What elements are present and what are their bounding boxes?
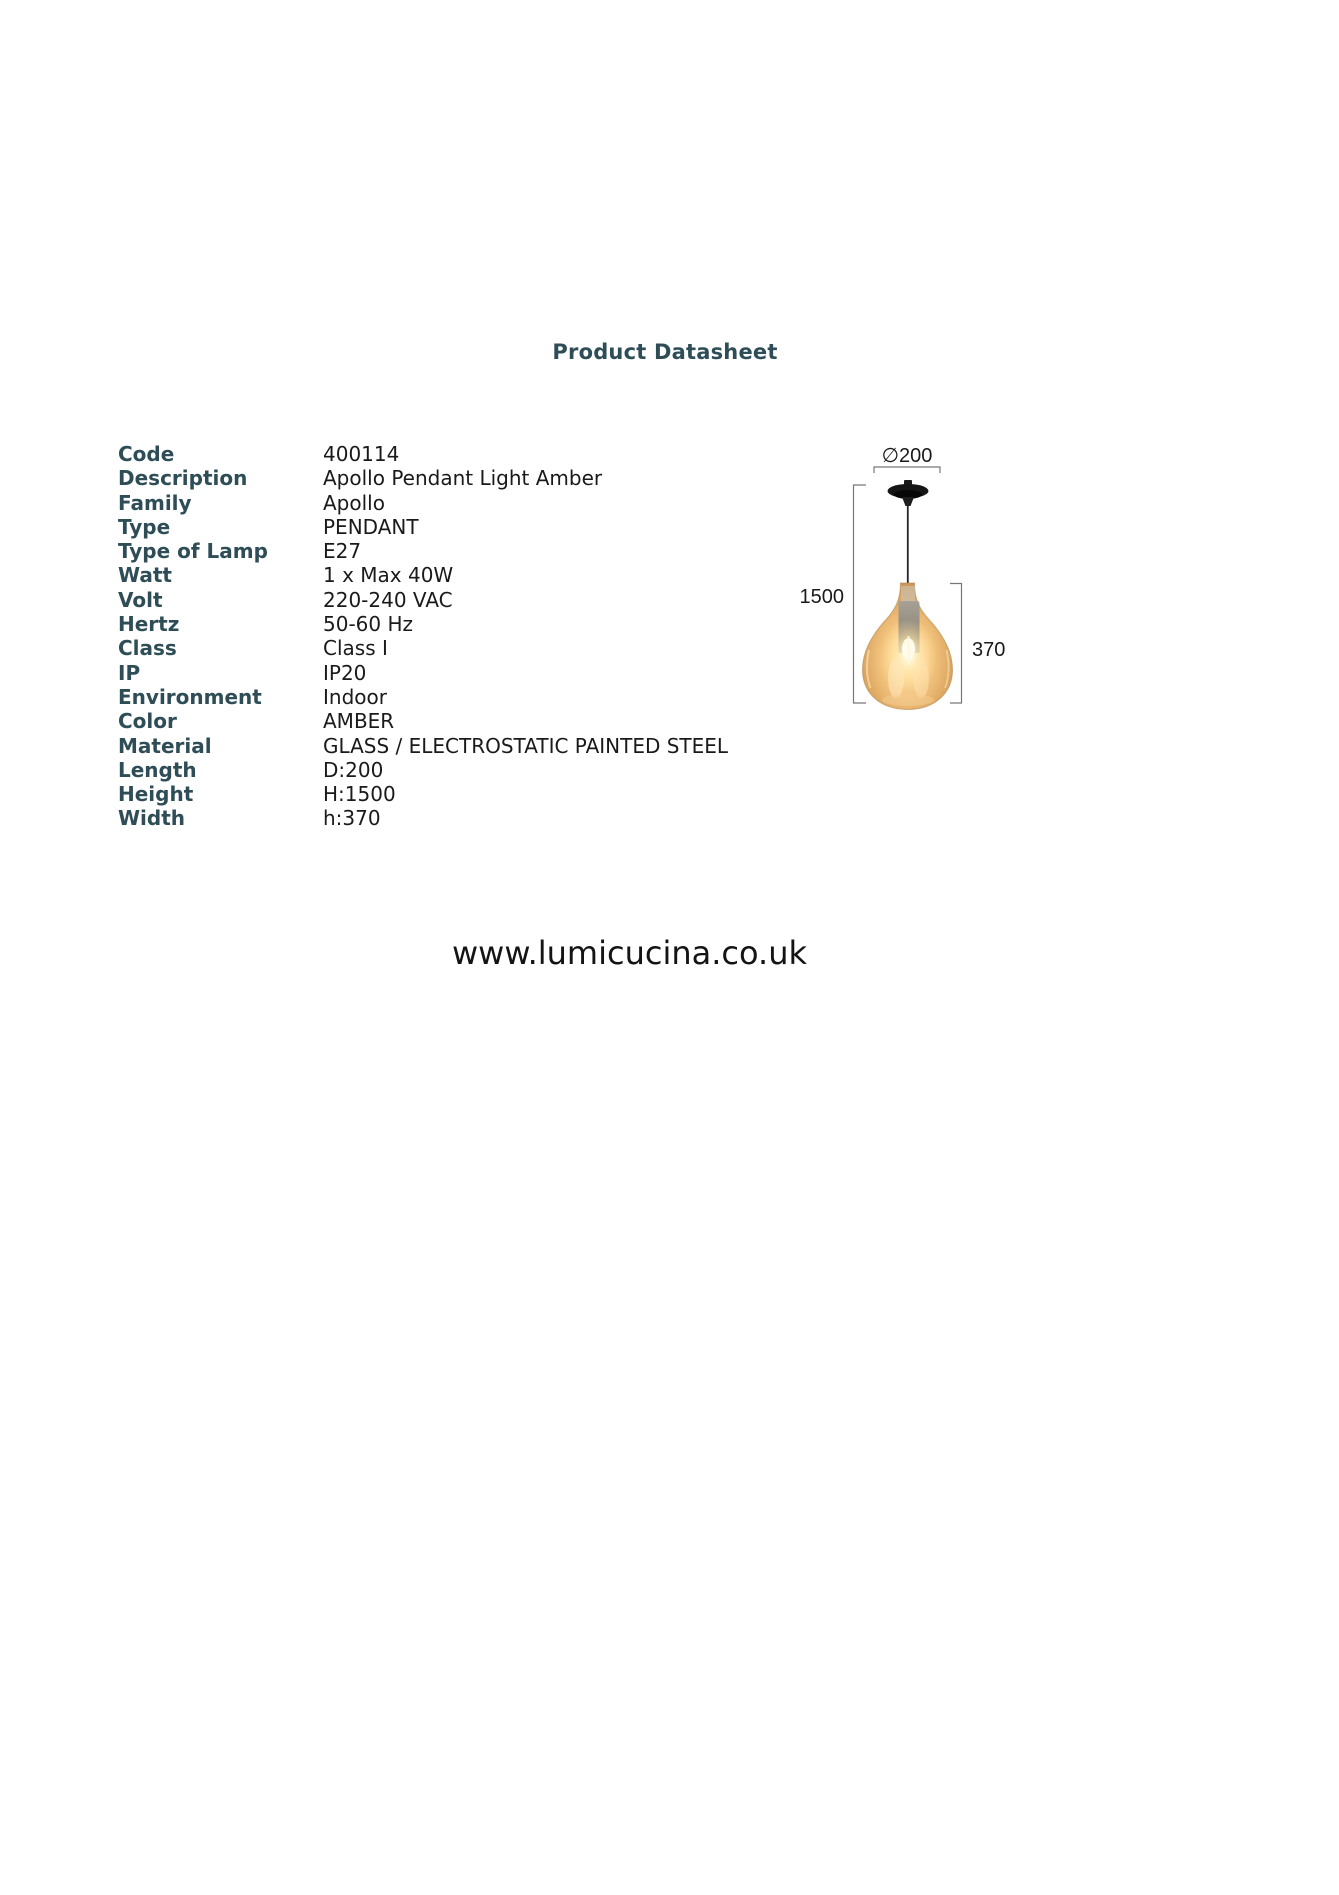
spec-label: Volt: [118, 587, 163, 612]
spec-label: Environment: [118, 684, 262, 709]
spec-label: Height: [118, 782, 194, 807]
spec-row: [118, 539, 728, 563]
spec-label: Type: [118, 514, 171, 539]
spec-row: [118, 491, 728, 515]
spec-value: Apollo Pendant Light Amber: [323, 466, 603, 491]
spec-label: Family: [118, 490, 192, 515]
shade-height-dimension-label: 370: [972, 639, 1006, 661]
spec-value: H:1500: [323, 782, 396, 807]
diameter-dimension-bracket: [874, 467, 940, 473]
spec-row: [118, 661, 728, 685]
spec-value: 1 x Max 40W: [323, 563, 454, 588]
spec-row: [118, 758, 728, 782]
spec-value: Class I: [323, 636, 388, 661]
website-link[interactable]: www.lumicucina.co.uk: [452, 934, 807, 972]
spec-value: 220-240 VAC: [323, 587, 453, 612]
page-title: Product Datasheet: [552, 340, 778, 364]
spec-label: Description: [118, 466, 248, 491]
spec-row: [118, 782, 728, 806]
shade-height-dimension-line: [950, 584, 962, 704]
drop-height-dimension-label: 1500: [799, 586, 844, 608]
spec-value: Apollo: [323, 490, 385, 515]
spec-value: AMBER: [323, 709, 395, 734]
spec-label: Watt: [118, 563, 172, 588]
spec-row: [118, 685, 728, 709]
diameter-dimension-label: ∅200: [881, 445, 933, 467]
spec-row: [118, 734, 728, 758]
spec-label: Code: [118, 442, 175, 466]
spec-table: [118, 442, 728, 831]
spec-value: h:370: [323, 806, 381, 831]
spec-label: Class: [118, 636, 177, 661]
spec-value: 50-60 Hz: [323, 612, 414, 637]
spec-value: PENDANT: [323, 514, 419, 539]
ceiling-canopy: [888, 480, 929, 506]
spec-value: Indoor: [323, 684, 387, 709]
glass-shade: [863, 583, 953, 710]
spec-row: [118, 612, 728, 636]
spec-value: E27: [323, 539, 362, 564]
spec-label: Hertz: [118, 612, 180, 637]
spec-value: 400114: [323, 442, 400, 466]
spec-row: [118, 806, 728, 830]
spec-row: [118, 563, 728, 587]
spec-label: IP: [118, 660, 141, 685]
spec-label: Color: [118, 709, 177, 734]
spec-row: [118, 588, 728, 612]
spec-value: IP20: [323, 660, 367, 685]
spec-row: [118, 636, 728, 660]
spec-row: [118, 442, 728, 466]
spec-label: Length: [118, 757, 197, 782]
spec-label: Width: [118, 806, 186, 831]
spec-label: Material: [118, 733, 212, 758]
spec-value: GLASS / ELECTROSTATIC PAINTED STEEL: [323, 733, 729, 758]
spec-row: [118, 709, 728, 733]
spec-row: [118, 466, 728, 490]
product-figure: [780, 430, 1050, 730]
spec-value: D:200: [323, 757, 384, 782]
spec-label: Type of Lamp: [118, 539, 268, 564]
spec-row: [118, 515, 728, 539]
